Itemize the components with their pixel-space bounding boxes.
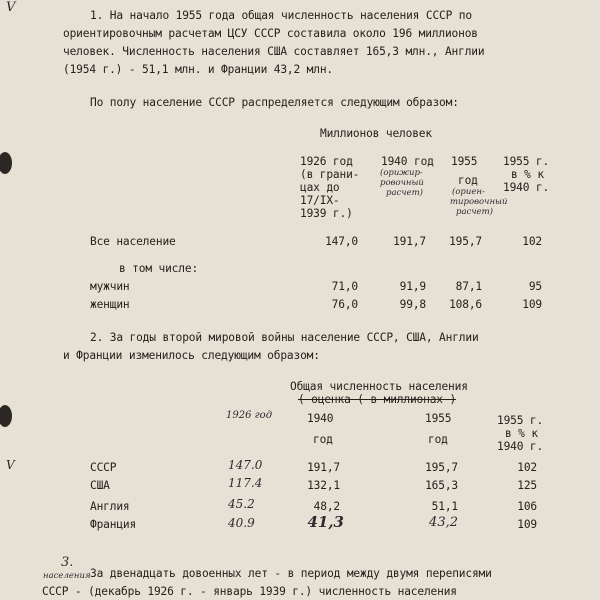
table1-cell-1955: 108,6 bbox=[449, 298, 482, 311]
para3-line-1: За двенадцать довоенных лет - в период между двумя переписями bbox=[90, 567, 492, 580]
para1-line-1: 1. На начало 1955 года общая численность населения СССР по bbox=[90, 9, 472, 22]
table1-col1926-l1: 1926 год bbox=[300, 155, 353, 168]
table1-cell-pct: 95 bbox=[528, 280, 542, 293]
table2-header-1: Общая численность населения bbox=[290, 380, 468, 393]
table1-cell-1926: 76,0 bbox=[331, 298, 358, 311]
table2-colpct-l3: 1940 г. bbox=[497, 440, 544, 453]
table2-cell-hw: 117.4 bbox=[228, 476, 263, 490]
table1-cell-pct: 102 bbox=[522, 235, 542, 248]
table1-colpct-l2: в % к bbox=[511, 168, 544, 181]
table2-col1955-l1: 1955 bbox=[425, 412, 452, 425]
table2-cell-1940: 191,7 bbox=[307, 461, 340, 474]
para1-line-3: человек. Численность населения США составляет 165,3 млн., Англии bbox=[63, 45, 485, 58]
para3-line-2: СССР - (декабрь 1926 г. - январь 1939 г.) численность населения bbox=[42, 585, 457, 598]
table1-col1940-note-1: (орижир- bbox=[380, 168, 423, 178]
para1-intro: По полу население СССР распределяется следующим образом: bbox=[90, 96, 459, 109]
table1-cell-1940: 191,7 bbox=[393, 235, 426, 248]
table2-cell-pct: 109 bbox=[517, 518, 537, 531]
margin-check-mark-2: V bbox=[6, 458, 15, 472]
table1-cell-pct: 109 bbox=[522, 298, 542, 311]
margin-check-mark: V bbox=[6, 0, 16, 15]
table2-cell-1955: 51,1 bbox=[431, 500, 458, 513]
table2-cell-1955: 165,3 bbox=[425, 479, 458, 492]
table1-col1955-l1: 1955 bbox=[451, 155, 478, 168]
table1-colpct-l3: 1940 г. bbox=[503, 181, 550, 194]
table2-row-label: Франция bbox=[90, 518, 137, 531]
para1-line-2: ориентировочным расчетам ЦСУ СССР составила около 196 миллионов bbox=[63, 27, 478, 40]
table1-row-label: в том числе: bbox=[119, 262, 199, 275]
table1-col1955-note-2: тировочный bbox=[450, 197, 508, 207]
para3-handwritten-note: населения bbox=[43, 571, 91, 581]
table1-col1940-note-3: расчет) bbox=[386, 188, 423, 198]
table2-col1940-l1: 1940 bbox=[307, 412, 334, 425]
table1-col1955-note-1: (ориен- bbox=[452, 187, 485, 197]
para1-line-4: (1954 г.) - 51,1 млн. и Франции 43,2 млн. bbox=[63, 63, 334, 76]
table2-cell-1955-handwritten: 43,2 bbox=[429, 515, 458, 530]
table1-col1955-note-3: расчет) bbox=[456, 207, 493, 217]
table2-cell-hw: 147.0 bbox=[228, 458, 263, 472]
table1-col1926-l3: цах до bbox=[300, 181, 340, 194]
table2-row-label: СССР bbox=[90, 461, 117, 474]
table1-row-label: мужчин bbox=[90, 280, 130, 293]
table1-colpct-l1: 1955 г. bbox=[503, 155, 550, 168]
table1-cell-1940: 99,8 bbox=[399, 298, 426, 311]
table1-col1926-l5: 1939 г.) bbox=[300, 207, 353, 220]
punch-hole-top bbox=[0, 152, 12, 174]
table2-cell-1955: 195,7 bbox=[425, 461, 458, 474]
table2-col1955-l2: год bbox=[428, 433, 448, 446]
table2-cell-1940-handwritten: 41,3 bbox=[307, 513, 344, 531]
table2-row-label: Англия bbox=[90, 500, 130, 513]
table1-cell-1955: 87,1 bbox=[455, 280, 482, 293]
table1-col1926-l4: 17/IX- bbox=[300, 194, 340, 207]
table1-row-label: женщин bbox=[90, 298, 130, 311]
table2-colpct-l2: в % к bbox=[505, 427, 538, 440]
para3-number: 3. bbox=[61, 555, 74, 570]
table1-col1926-l2: (в грани- bbox=[300, 168, 360, 181]
para2-line-1: 2. За годы второй мировой войны население СССР, США, Англии bbox=[90, 331, 479, 344]
table1-col1955-l3: год bbox=[458, 174, 478, 187]
para2-line-2: и Франции изменилось следующим образом: bbox=[63, 349, 320, 362]
table1-cell-1955: 195,7 bbox=[449, 235, 482, 248]
table1-cell-1926: 147,0 bbox=[325, 235, 358, 248]
table1-cell-1940: 91,9 bbox=[399, 280, 426, 293]
table2-cell-hw: 45.2 bbox=[228, 497, 255, 511]
table2-hw-1926: 1926 год bbox=[226, 410, 273, 421]
table2-cell-pct: 125 bbox=[517, 479, 537, 492]
punch-hole-bottom bbox=[0, 405, 12, 427]
table2-cell-1940: 132,1 bbox=[307, 479, 340, 492]
table1-unit: Миллионов человек bbox=[320, 127, 432, 140]
table2-cell-pct: 102 bbox=[517, 461, 537, 474]
table1-cell-1926: 71,0 bbox=[331, 280, 358, 293]
table1-col1940-note-2: ровочный bbox=[380, 178, 424, 188]
table2-cell-1940: 48,2 bbox=[313, 500, 340, 513]
table2-cell-hw: 40.9 bbox=[228, 516, 255, 530]
table2-header-2: ( оценка ( в миллионах ) bbox=[298, 393, 457, 406]
table2-cell-pct: 106 bbox=[517, 500, 537, 513]
table2-col1940-l2: год bbox=[313, 433, 333, 446]
table2-row-label: США bbox=[90, 479, 110, 492]
table1-col1940: 1940 bbox=[381, 155, 408, 168]
table1-row-label: Все население bbox=[90, 235, 176, 248]
table2-colpct-l1: 1955 г. bbox=[497, 414, 544, 427]
table1-col1940-year: год bbox=[414, 155, 434, 168]
